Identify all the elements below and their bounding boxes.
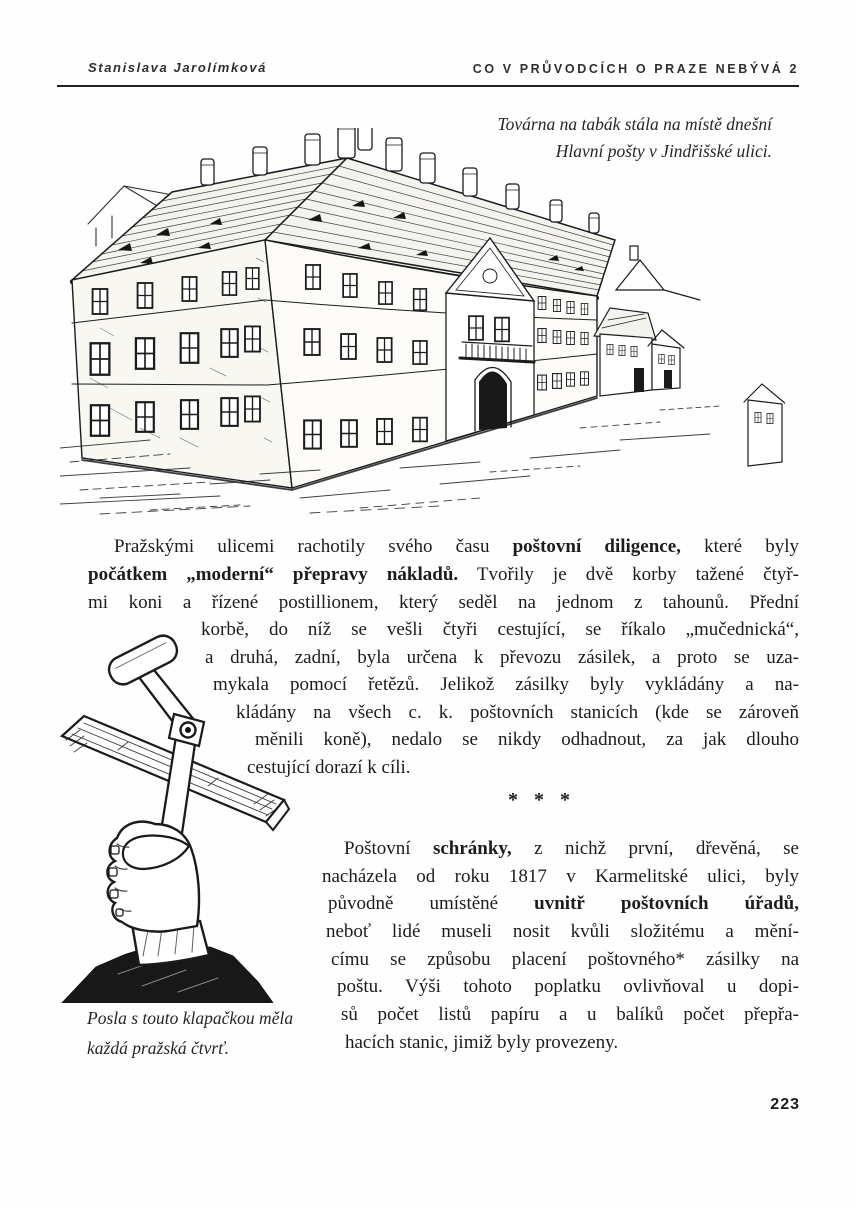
header-author: Stanislava Jarolímková [88,60,267,75]
section-separator: * * * [508,789,572,811]
caption-line: každá pražská čtvrť. [87,1038,229,1058]
text-line: měnili koně), nedalo se nikdy odhadnout, za jak dlouho [255,729,799,750]
text-line: címu se způsobu placení poštovného* zásilky na [331,949,799,970]
text-line: hacích stanic, jimiž byly provezeny. [345,1032,619,1053]
clapper-caption [87,1003,367,1063]
caption-line: Posla s touto klapačkou měla [87,1008,294,1028]
caption-line: Továrna na tabák stála na místě dnešní [497,114,772,134]
neighbour-houses [594,246,785,466]
header-book-title: CO V PRŮVODCÍCH O PRAZE NEBÝVÁ 2 [472,62,799,76]
text-line: neboť lidé museli nosit kvůli složitému a mění- [326,921,799,942]
text-line: nacházela od roku 1817 v Karmelitské ulici, byly [322,866,799,887]
text-line: mi koni a řízené postillionem, který seděl na jednom z tahounů. Přední [88,592,799,613]
text-line: cestující dorazí k cíli. [247,757,411,778]
text-line: kládány na všech c. k. poštovních stanicích (kde se zároveň [236,702,799,723]
tobacco-factory-illustration [60,128,785,518]
factory-drawing [60,128,785,514]
page-number: 223 [770,1096,800,1113]
text-line: a druhá, zadní, byla určena k převozu zásilek, a proto se uza- [205,647,799,668]
text-line: korbě, do níž se vešli čtyři cestující, se říkalo „mučednická“, [201,619,799,640]
text-line: poštu. Výši tohoto poplatku ovlivňoval u dopi- [337,976,799,997]
caption-line: Hlavní pošty v Jindřišské ulici. [555,140,772,161]
text-line: sů počet listů papíru a u balíků počet přepřa- [341,1004,799,1025]
clapper-drawing [62,631,289,1003]
text-line: Poštovní schránky, z nichž první, dřevěná, se [344,838,799,859]
header-rule [57,85,799,87]
text-line: počátkem „moderní“ přepravy nákladů. Tvořily je dvě korby tažené čtyř- [88,564,799,585]
text-line: Pražskými ulicemi rachotily svého času poštovní diligence, které byly [114,536,799,557]
text-line: mykala pomocí řetězů. Jelikož zásilky byly vykládány a na- [213,674,799,695]
text-line: původně umístěné uvnitř poštovních úřadů, [328,893,799,914]
